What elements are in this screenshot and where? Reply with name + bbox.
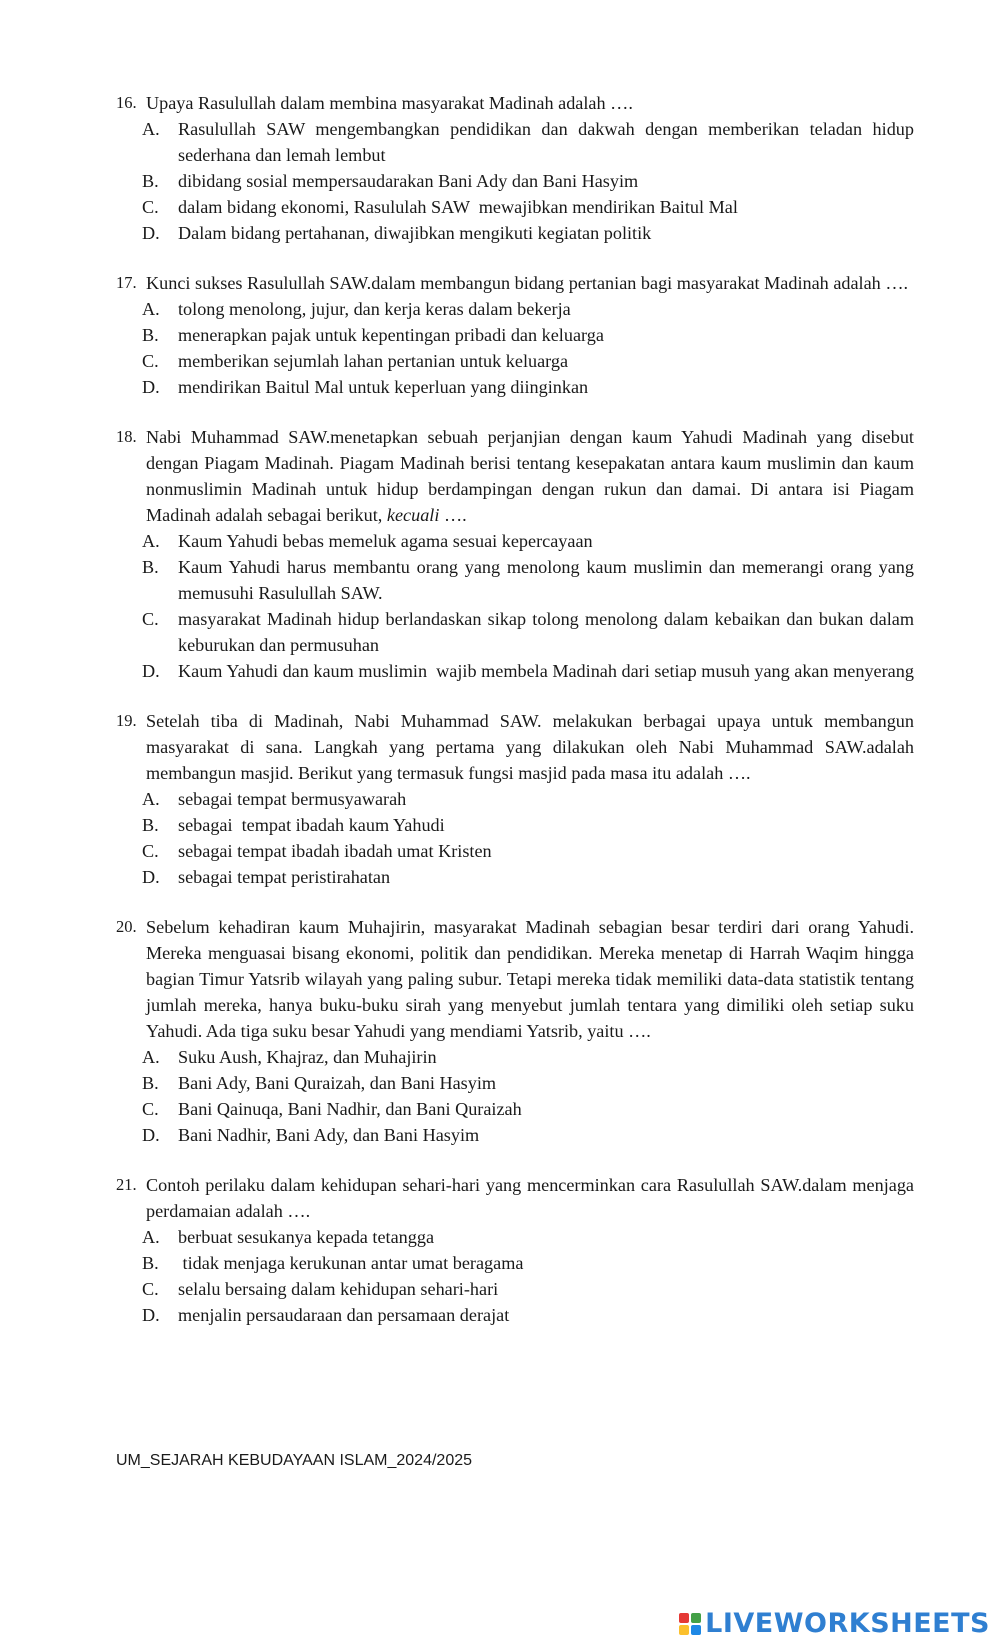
option-letter: B.	[142, 815, 159, 835]
option-text: Kaum Yahudi dan kaum muslimin wajib membela Madinah dari setiap musuh yang akan menyerang	[178, 661, 914, 681]
option-text: dibidang sosial mempersaudarakan Bani Ady dan Bani Hasyim	[178, 171, 639, 191]
answer-option-b[interactable]	[116, 168, 914, 194]
option-letter: C.	[142, 197, 159, 217]
question-number: 20.	[116, 917, 137, 936]
answer-options	[116, 1224, 914, 1328]
option-text: tolong menolong, jujur, dan kerja keras dalam bekerja	[178, 299, 571, 319]
answer-option-c[interactable]	[116, 348, 914, 374]
question-19	[116, 708, 914, 890]
logo-square-blue	[691, 1625, 701, 1635]
option-text: masyarakat Madinah hidup berlandaskan sikap tolong menolong dalam kebaikan dan bukan dalam keburukan dan permusuhan	[178, 609, 919, 655]
exam-code-footer: UM_SEJARAH KEBUDAYAAN ISLAM_2024/2025	[116, 1452, 473, 1469]
question-21	[116, 1172, 914, 1328]
answer-option-c[interactable]	[116, 606, 919, 658]
option-letter: B.	[142, 325, 159, 345]
question-stem	[146, 270, 914, 296]
brand-name: LIVEWORKSHEETS	[705, 1608, 990, 1639]
option-letter: C.	[142, 609, 159, 629]
answer-option-b[interactable]	[116, 812, 914, 838]
option-text: dalam bidang ekonomi, Rasululah SAW mewajibkan mendirikan Baitul Mal	[178, 197, 738, 217]
option-text: menerapkan pajak untuk kepentingan pribadi dan keluarga	[178, 325, 604, 345]
option-letter: B.	[142, 171, 159, 191]
answer-options	[116, 786, 914, 890]
option-text: sebagai tempat peristirahatan	[178, 867, 391, 887]
option-text: Rasulullah SAW mengembangkan pendidikan dan dakwah dengan memberikan teladan hidup sederhana dan lemah lembut	[178, 119, 919, 165]
option-letter: A.	[142, 299, 160, 319]
answer-option-b[interactable]	[116, 1070, 914, 1096]
option-letter: D.	[142, 1305, 160, 1325]
question-stem	[146, 708, 914, 786]
option-text: Kaum Yahudi bebas memeluk agama sesuai kepercayaan	[178, 531, 593, 551]
question-number: 17.	[116, 273, 137, 292]
option-text: memberikan sejumlah lahan pertanian untuk keluarga	[178, 351, 569, 371]
question-stem-text: Nabi Muhammad SAW.menetapkan sebuah perjanjian dengan kaum Yahudi Madinah yang disebut dengan Piagam Madinah. Piagam Madinah berisi tentang kesepakatan antara kaum muslimin dan kaum nonmuslimin Madinah untuk hidup berdampingan dengan rukun dan damai. Di antara isi Piagam Madinah adalah sebagai berikut,	[146, 427, 914, 525]
option-letter: C.	[142, 1099, 159, 1119]
answer-option-d[interactable]	[116, 864, 914, 890]
option-letter: D.	[142, 223, 160, 243]
logo-square-yellow	[679, 1625, 689, 1635]
option-text: sebagai tempat bermusyawarah	[178, 789, 407, 809]
option-letter: A.	[142, 531, 160, 551]
answer-option-a[interactable]	[116, 786, 914, 812]
answer-option-c[interactable]	[116, 838, 914, 864]
question-20	[116, 914, 914, 1148]
option-letter: A.	[142, 789, 160, 809]
question-number: 19.	[116, 711, 137, 730]
option-text: menjalin persaudaraan dan persamaan derajat	[178, 1305, 510, 1325]
question-18	[116, 424, 919, 684]
option-letter: D.	[142, 1125, 160, 1145]
option-letter: C.	[142, 351, 159, 371]
answer-option-b[interactable]	[116, 322, 914, 348]
answer-option-c[interactable]	[116, 194, 914, 220]
option-text: sebagai tempat ibadah ibadah umat Kristen	[178, 841, 492, 861]
option-letter: B.	[142, 1073, 159, 1093]
answer-option-b[interactable]	[116, 1250, 914, 1276]
answer-option-d[interactable]	[116, 374, 914, 400]
question-stem	[146, 424, 914, 528]
question-stem-emphasis: kecuali	[386, 505, 440, 525]
answer-option-a[interactable]	[116, 528, 914, 554]
option-text: sebagai tempat ibadah kaum Yahudi	[178, 815, 445, 835]
question-stem	[146, 914, 914, 1044]
answer-option-c[interactable]	[116, 1096, 914, 1122]
question-16	[116, 90, 919, 246]
answer-options	[116, 116, 919, 246]
option-text: Dalam bidang pertahanan, diwajibkan mengikuti kegiatan politik	[178, 223, 652, 243]
option-text: selalu bersaing dalam kehidupan sehari-hari	[178, 1279, 499, 1299]
answer-option-a[interactable]	[116, 1044, 914, 1070]
question-stem	[146, 90, 914, 116]
answer-option-d[interactable]	[116, 1302, 914, 1328]
liveworksheets-logo-icon	[679, 1613, 701, 1635]
option-letter: B.	[142, 1253, 159, 1273]
option-text: Bani Ady, Bani Quraizah, dan Bani Hasyim	[178, 1073, 497, 1093]
question-stem-suffix: ….	[439, 505, 467, 525]
question-stem-text: Setelah tiba di Madinah, Nabi Muhammad SAW. melakukan berbagai upaya untuk membangun masyarakat di sana. Langkah yang pertama yang dilakukan oleh Nabi Muhammad SAW.adalah membangun masjid. Berikut yang termasuk fungsi masjid pada masa itu adalah ….	[146, 711, 914, 783]
option-text: Bani Nadhir, Bani Ady, dan Bani Hasyim	[178, 1125, 480, 1145]
option-letter: D.	[142, 377, 160, 397]
option-letter: A.	[142, 1227, 160, 1247]
option-letter: D.	[142, 661, 160, 681]
question-17	[116, 270, 914, 400]
answer-option-c[interactable]	[116, 1276, 914, 1302]
question-stem-text: Kunci sukses Rasulullah SAW.dalam membangun bidang pertanian bagi masyarakat Madinah adalah ….	[146, 273, 909, 293]
option-letter: C.	[142, 841, 159, 861]
question-number: 16.	[116, 93, 137, 112]
question-number: 18.	[116, 427, 137, 446]
option-letter: A.	[142, 119, 160, 139]
logo-square-red	[679, 1613, 689, 1623]
liveworksheets-brand	[679, 1608, 990, 1639]
logo-square-green	[691, 1613, 701, 1623]
option-letter: D.	[142, 867, 160, 887]
option-letter: A.	[142, 1047, 160, 1067]
answer-option-a[interactable]	[116, 116, 919, 168]
option-letter: C.	[142, 1279, 159, 1299]
answer-options	[116, 296, 914, 400]
answer-option-a[interactable]	[116, 1224, 914, 1250]
option-text: Suku Aush, Khajraz, dan Muhajirin	[178, 1047, 437, 1067]
question-number: 21.	[116, 1175, 137, 1194]
option-text: tidak menjaga kerukunan antar umat beragama	[178, 1253, 524, 1273]
answer-option-d[interactable]	[116, 658, 914, 684]
question-stem-text: Sebelum kehadiran kaum Muhajirin, masyarakat Madinah sebagian besar terdiri dari orang Yahudi. Mereka menguasai bisang ekonomi, politik dan pendidikan. Mereka menetap di Harrah Waqim hingga bagian Timur Yatsrib wilayah yang paling subur. Tetapi mereka tidak memiliki data-data statistik tentang jumlah mereka, hanya buku-buku sirah yang menyebut jumlah tentara yang dimiliki oleh setiap suku Yahudi. Ada tiga suku besar Yahudi yang mendiami Yatsrib, yaitu ….	[146, 917, 914, 1041]
answer-option-d[interactable]	[116, 1122, 914, 1148]
answer-option-a[interactable]	[116, 296, 914, 322]
answer-options	[116, 1044, 914, 1148]
question-list	[116, 90, 919, 1352]
option-text: berbuat sesukanya kepada tetangga	[178, 1227, 435, 1247]
question-stem-text: Upaya Rasulullah dalam membina masyarakat Madinah adalah ….	[146, 93, 633, 113]
answer-options	[116, 528, 919, 684]
question-stem-text: Contoh perilaku dalam kehidupan sehari-hari yang mencerminkan cara Rasulullah SAW.dalam menjaga perdamaian adalah ….	[146, 1175, 914, 1221]
question-stem	[146, 1172, 914, 1224]
option-text: Bani Qainuqa, Bani Nadhir, dan Bani Quraizah	[178, 1099, 522, 1119]
answer-option-d[interactable]	[116, 220, 914, 246]
option-text: Kaum Yahudi harus membantu orang yang menolong kaum muslimin dan memerangi orang yang memusuhi Rasulullah SAW.	[178, 557, 919, 603]
option-letter: B.	[142, 557, 159, 577]
option-text: mendirikan Baitul Mal untuk keperluan yang diinginkan	[178, 377, 589, 397]
answer-option-b[interactable]	[116, 554, 919, 606]
